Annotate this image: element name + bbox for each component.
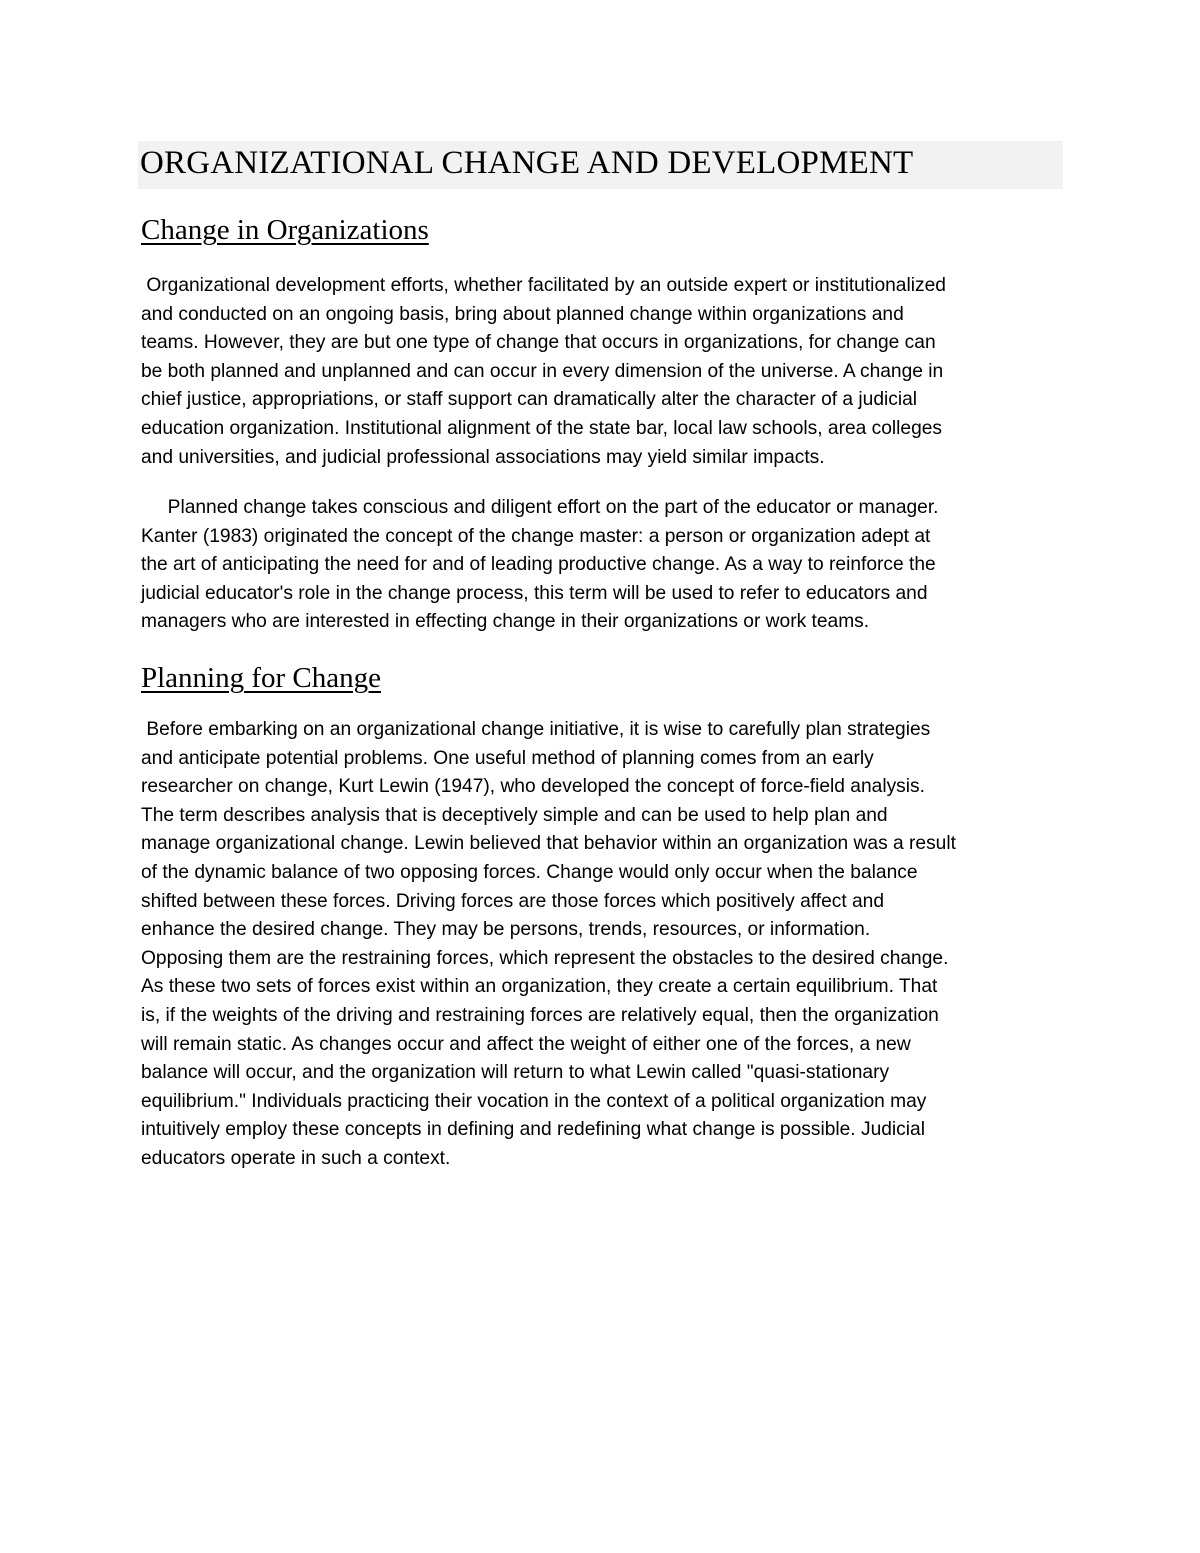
text-line: equilibrium." Individuals practicing their vocation in the context of a political organization may <box>141 1090 927 1112</box>
text-line: managers who are interested in effecting change in their organizations or work teams. <box>141 611 870 633</box>
text-line: is, if the weights of the driving and restraining forces are relatively equal, then the organization <box>141 1004 939 1026</box>
text-line: The term describes analysis that is deceptively simple and can be used to help plan and <box>141 804 888 826</box>
text-line: chief justice, appropriations, or staff support can dramatically alter the character of a judicial <box>141 389 918 411</box>
text-line: shifted between these forces. Driving forces are those forces which positively affect and <box>141 890 885 912</box>
document-title: ORGANIZATIONAL CHANGE AND DEVELOPMENT <box>140 145 914 181</box>
text-line: balance will occur, and the organization will return to what Lewin called "quasi-stationary <box>141 1062 890 1084</box>
text-line: As these two sets of forces exist within an organization, they create a certain equilibrium. That <box>141 976 938 998</box>
text-line: and anticipate potential problems. One useful method of planning comes from an early <box>141 747 874 769</box>
text-line: be both planned and unplanned and can occur in every dimension of the universe. A change in <box>141 360 944 382</box>
text-line: teams. However, they are but one type of change that occurs in organizations, for change can <box>141 332 936 354</box>
text-line: intuitively employ these concepts in defining and redefining what change is possible. Judicial <box>141 1119 925 1141</box>
text-line: will remain static. As changes occur and affect the weight of either one of the forces, a new <box>141 1033 911 1055</box>
paragraph-planning-for-change <box>141 716 1066 1174</box>
text-line: manage organizational change. Lewin believed that behavior within an organization was a result <box>141 833 956 855</box>
text-line: the art of anticipating the need for and of leading productive change. As a way to reinforce the <box>141 554 936 576</box>
section-heading-planning-for-change: Planning for Change <box>141 662 382 694</box>
text-line: Organizational development efforts, whether facilitated by an outside expert or institutionalized <box>141 275 946 296</box>
section-heading-change-in-organizations: Change in Organizations <box>141 214 429 246</box>
text-line: Kanter (1983) originated the concept of the change master: a person or organization adept at <box>141 525 931 547</box>
paragraph-change-in-organizations-1 <box>141 272 1066 472</box>
text-line: enhance the desired change. They may be persons, trends, resources, or information. <box>141 919 871 941</box>
text-line: of the dynamic balance of two opposing forces. Change would only occur when the balance <box>141 861 918 883</box>
text-line: judicial educator's role in the change process, this term will be used to refer to educators and <box>141 582 928 604</box>
text-line: Before embarking on an organizational change initiative, it is wise to carefully plan strategies <box>141 719 931 740</box>
text-line: and conducted on an ongoing basis, bring about planned change within organizations and <box>141 303 904 325</box>
text-line: Planned change takes conscious and diligent effort on the part of the educator or manager. <box>141 497 939 518</box>
text-line: Opposing them are the restraining forces, which represent the obstacles to the desired change. <box>141 947 949 969</box>
text-line: education organization. Institutional alignment of the state bar, local law schools, area colleges <box>141 417 943 439</box>
text-line: educators operate in such a context. <box>141 1147 451 1169</box>
text-line: researcher on change, Kurt Lewin (1947), who developed the concept of force-field analysis. <box>141 776 925 798</box>
paragraph-change-in-organizations-2 <box>141 494 1066 637</box>
text-line: and universities, and judicial professional associations may yield similar impacts. <box>141 446 825 468</box>
